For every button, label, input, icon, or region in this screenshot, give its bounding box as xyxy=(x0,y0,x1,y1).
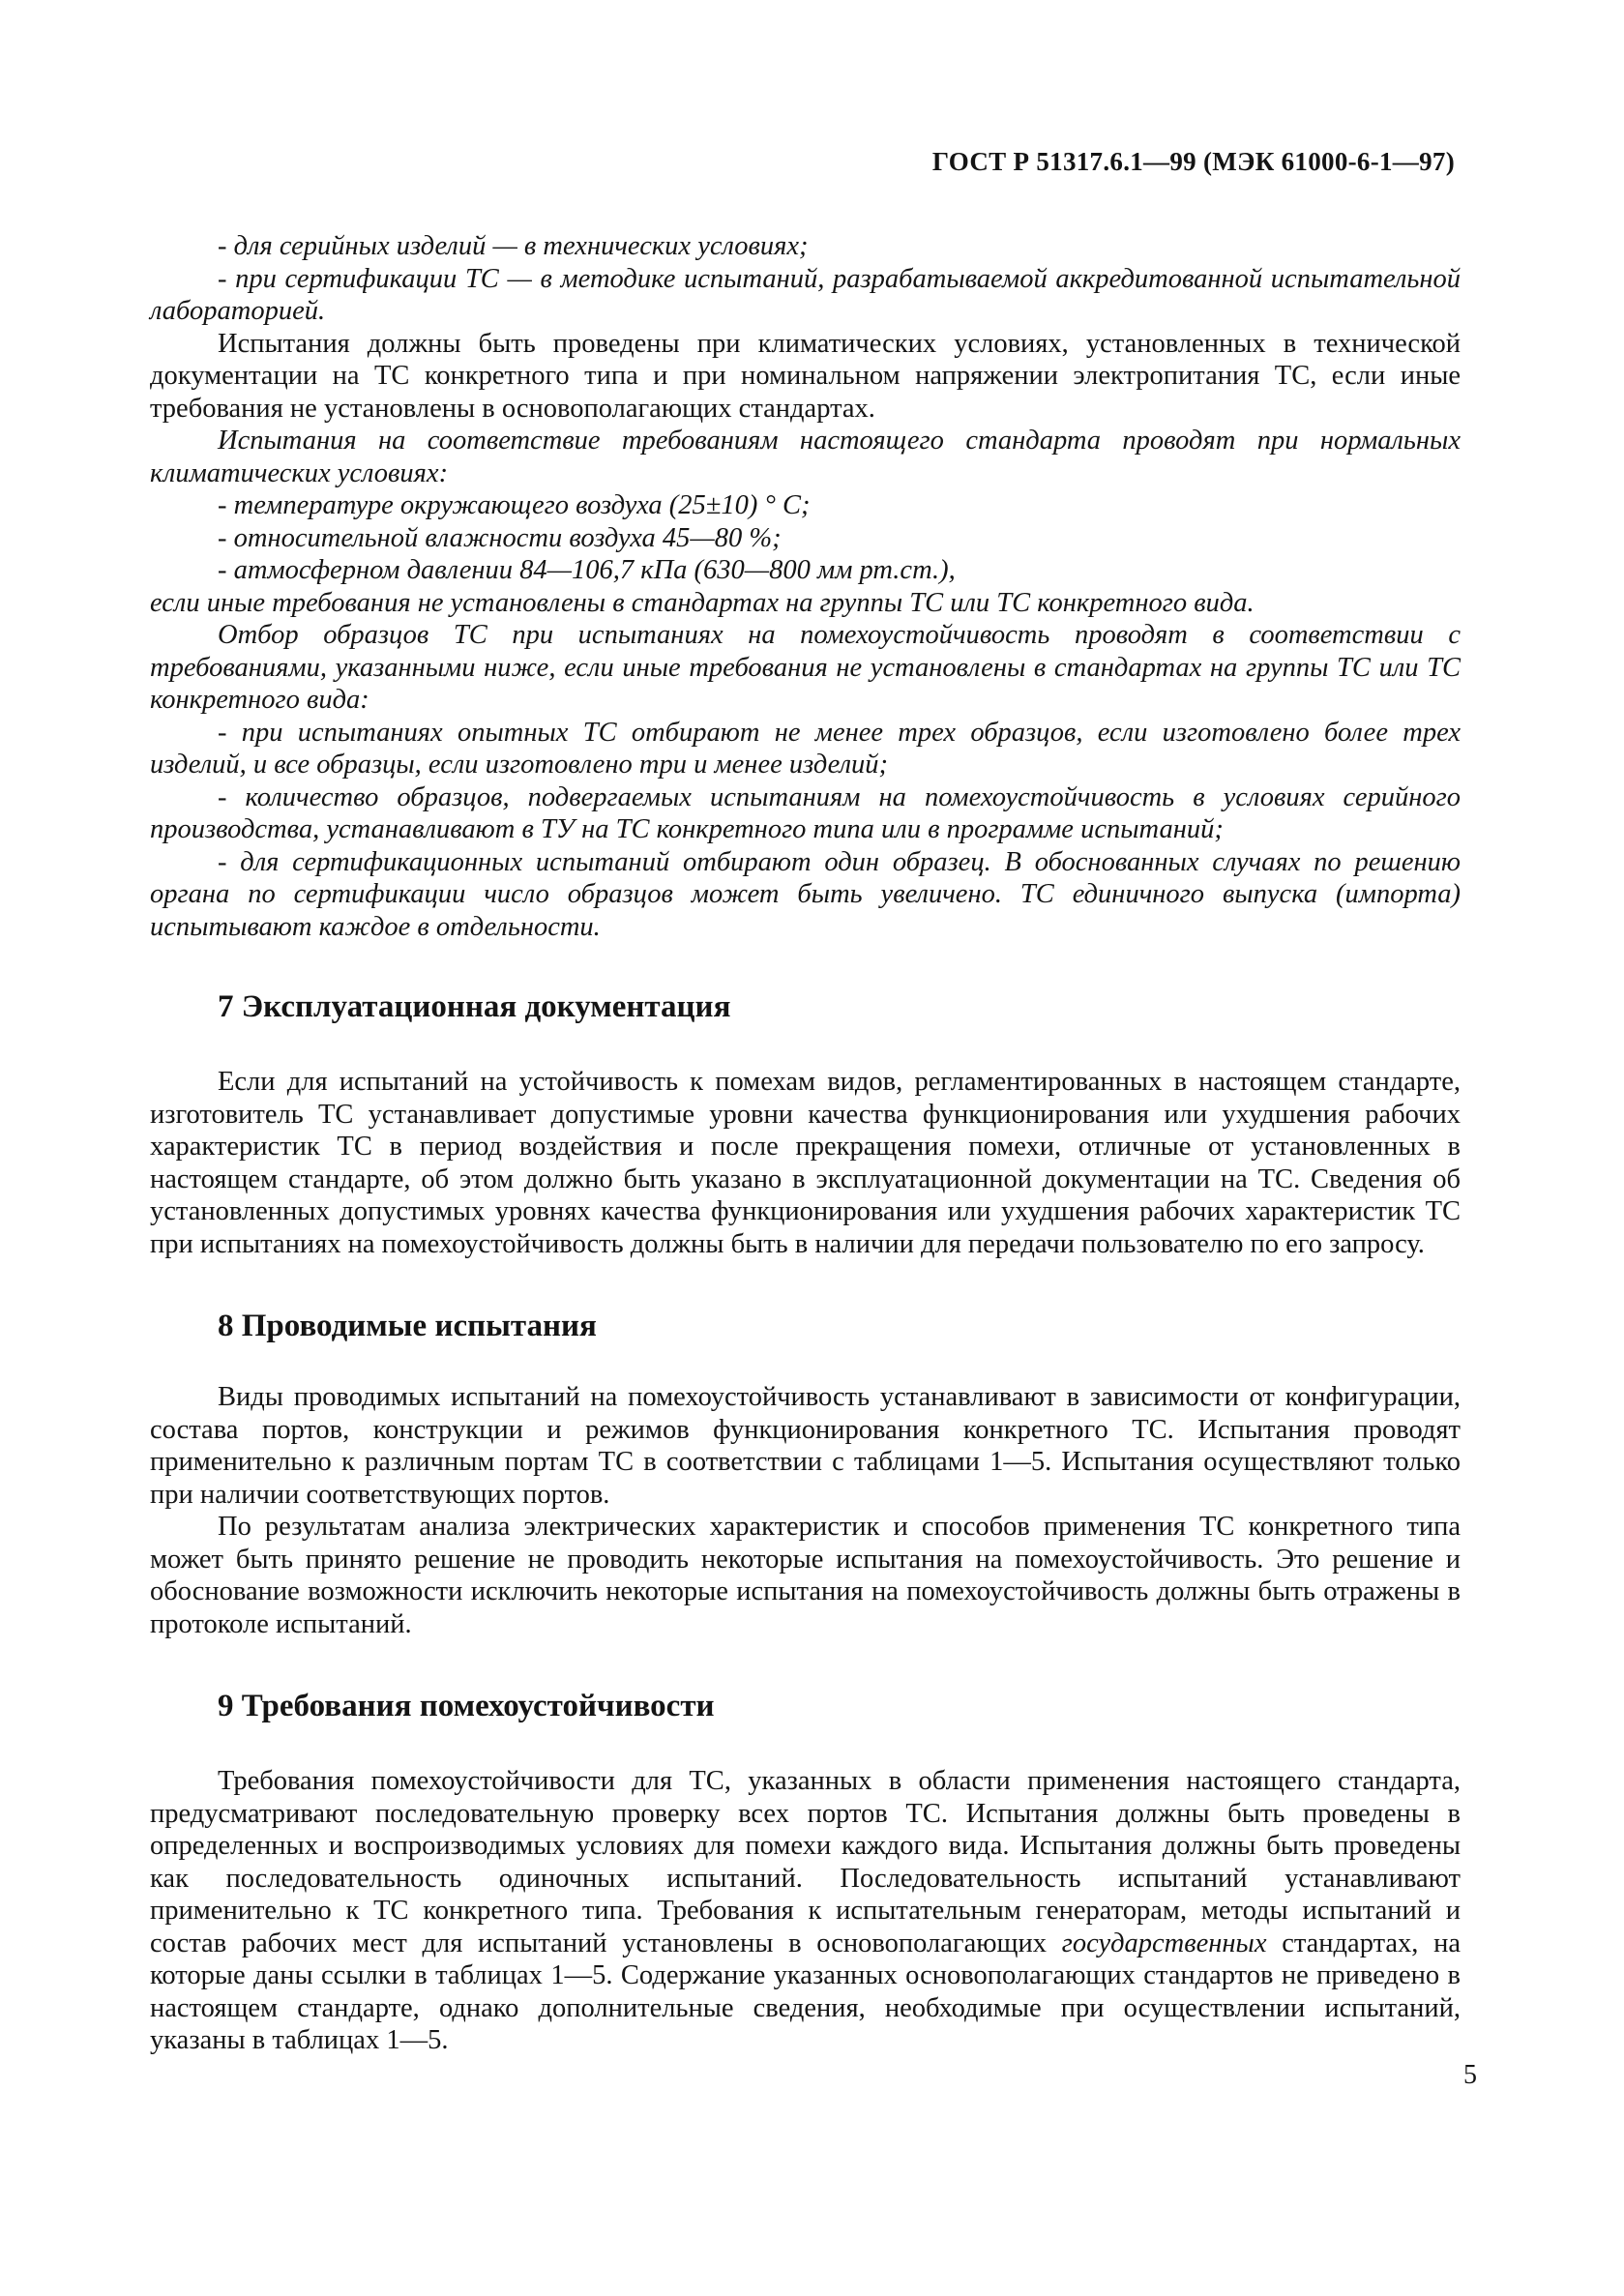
normal-conditions-paragraph: Испытания на соответствие требованиям настоящего стандарта проводят при нормальных климатических условиях: xyxy=(150,426,1461,488)
page-body xyxy=(150,230,1461,2057)
list-item-certification: - при сертификации ТС — в методике испытаний, разрабатываемой аккредитованной испытательной лабораторией. xyxy=(150,263,1461,326)
condition-pressure: - атмосферном давлении 84—106,7 кПа (630—800 мм рт.ст.), xyxy=(218,555,956,585)
sampling-certification-item: - для сертификационных испытаний отбирают один образец. В обоснованных случаях по решению органа по сертификации число образцов может быть увеличено. ТС единичного выпуска (импорта) испытывают каждое в отдельности. xyxy=(150,846,1461,942)
list-item-serial: - для серийных изделий — в технических условиях; xyxy=(218,231,809,261)
section-9-text-part-b: стандартах, на которые даны ссылки в таблицах 1—5. Содержание указанных основополагающих стандартов не приведено в настоящем стандарте, однако дополнительные сведения, необходимые при осуществлении испытаний, указаны в таблицах 1—5. xyxy=(150,1928,1462,2055)
section-9-text xyxy=(150,1765,1461,2057)
section-9-text-italic: государственных xyxy=(1061,1928,1267,1958)
section-7-text: Если для испытаний на устойчивость к помехам видов, регламентированных в настоящем стандарте, изготовитель ТС устанавливает допустимые уровни качества функционирования или ухудшения рабочих характеристик ТС в период воздействия и после прекращения помехи, отличные от установленных в настоящем стандарте, об этом должно быть указано в эксплуатационной документации на ТС. Сведения об установленных допустимых уровнях качества функционирования или ухудшения рабочих характеристик ТС при испытаниях на помехоустойчивость должны быть в наличии для передачи пользователю по его запросу. xyxy=(150,1067,1461,1259)
condition-note: если иные требования не установлены в стандартах на группы ТС или ТС конкретного вида. xyxy=(150,587,1255,618)
section-8-text-2: По результатам анализа электрических характеристик и способов применения ТС конкретного типа может быть принято решение не проводить некоторые испытания на помехоустойчивость. Это решение и обоснование возможности исключить некоторые испытания на помехоустойчивость должны быть отражены в протоколе испытаний. xyxy=(150,1512,1461,1639)
condition-temperature: - температуре окружающего воздуха (25±10) ° С; xyxy=(218,490,811,520)
section-9-text-part-a: Требования помехоустойчивости для ТС, указанных в области применения настоящего стандарта, предусматривают последовательную проверку всех портов ТС. Испытания должны быть проведены в определенных и воспроизводимых условиях для помехи каждого вида. Испытания должны быть проведены как последовательность одиночных испытаний. Последовательность испытаний устанавливают применительно к ТС конкретного типа. Требования к испытательным генераторам, методы испытаний и состав рабочих мест для испытаний установлены в основополагающих xyxy=(150,1766,1461,1958)
sampling-serial-item: - количество образцов, подвергаемых испытаниям на помехоустойчивость в условиях серийного производства, устанавливают в ТУ на ТС конкретного типа или в программе испытаний; xyxy=(150,781,1461,844)
page-number: 5 xyxy=(1463,2060,1477,2090)
document-header: ГОСТ Р 51317.6.1—99 (МЭК 61000-6-1—97) xyxy=(931,147,1455,176)
sampling-pilot-item: - при испытаниях опытных ТС отбирают не менее трех образцов, если изготовлено более трех изделий, и все образцы, если изготовлено три и менее изделий; xyxy=(150,717,1461,780)
section-8-title: 8 Проводимые испытания xyxy=(218,1309,597,1343)
section-9-title: 9 Требования помехоустойчивости xyxy=(218,1689,715,1723)
climate-paragraph: Испытания должны быть проведены при климатических условиях, установленных в технической документации на ТС конкретного типа и при номинальном напряжении электропитания ТС, если иные требования не установлены в основополагающих стандартах. xyxy=(150,328,1461,424)
section-7-title: 7 Эксплуатационная документация xyxy=(218,989,731,1024)
sampling-paragraph: Отбор образцов ТС при испытаниях на помехоустойчивость проводят в соответствии с требованиями, указанными ниже, если иные требования не установлены в стандартах на группы ТС или ТС конкретного вида: xyxy=(150,620,1461,715)
condition-humidity: - относительной влажности воздуха 45—80 %; xyxy=(218,522,782,553)
section-8-text-1: Виды проводимых испытаний на помехоустойчивость устанавливают в зависимости от конфигурации, состава портов, конструкции и режимов функционирования конкретного ТС. Испытания проводят применительно к различным портам ТС в соответствии с таблицами 1—5. Испытания осуществляют только при наличии соответствующих портов. xyxy=(150,1382,1461,1510)
